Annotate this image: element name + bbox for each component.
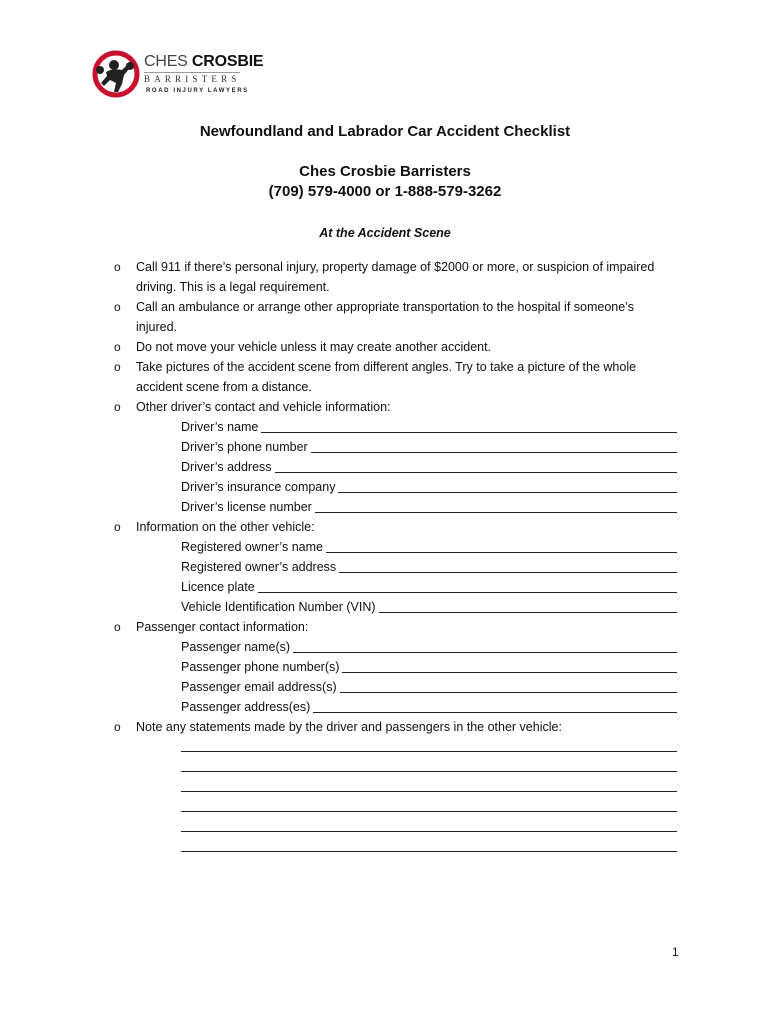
form-field-blank[interactable]: [311, 452, 677, 453]
form-field-label: Passenger address(es): [181, 700, 311, 714]
ches-crosbie-logo: [92, 50, 264, 100]
form-field-blank[interactable]: [379, 612, 677, 613]
form-field[interactable]: [181, 697, 677, 717]
form-field-label: Passenger email address(s): [181, 680, 337, 694]
form-field-label: Driver’s license number: [181, 500, 312, 514]
logo-subtitle: BARRISTERS: [144, 74, 241, 84]
form-field[interactable]: [181, 497, 677, 517]
logo-tagline: ROAD INJURY LAWYERS: [146, 88, 249, 94]
checklist-bullet: o: [114, 620, 121, 634]
document-title: Newfoundland and Labrador Car Accident Checklist: [199, 123, 571, 140]
checklist-bullet: o: [114, 520, 121, 534]
checklist-item-text: Call an ambulance or arrange other appropriate transportation to the hospital if someone’s injured.: [136, 300, 634, 334]
form-field-blank[interactable]: [326, 552, 677, 553]
boxer-emblem-icon: [92, 50, 140, 98]
form-field-blank[interactable]: [342, 672, 677, 673]
form-field-blank[interactable]: [338, 492, 677, 493]
form-field[interactable]: [181, 677, 677, 697]
statement-line[interactable]: [181, 791, 677, 792]
form-field-blank[interactable]: [258, 592, 677, 593]
checklist-bullet: o: [114, 360, 121, 374]
statement-line[interactable]: [181, 751, 677, 752]
statement-line[interactable]: [181, 771, 677, 772]
form-field-label: Registered owner’s address: [181, 560, 337, 574]
checklist-item-text: Information on the other vehicle:: [136, 520, 315, 534]
form-field-blank[interactable]: [293, 652, 677, 653]
form-field[interactable]: [181, 437, 677, 457]
page-number: 1: [672, 945, 679, 959]
form-field-label: Driver’s insurance company: [181, 480, 336, 494]
form-field-label: Driver’s name: [181, 420, 259, 434]
form-field-label: Driver’s phone number: [181, 440, 308, 454]
checklist-bullet: o: [114, 340, 121, 354]
form-field-blank[interactable]: [339, 572, 677, 573]
statement-line[interactable]: [181, 831, 677, 832]
form-field-blank[interactable]: [275, 472, 677, 473]
checklist-item-text: Call 911 if there’s personal injury, property damage of $2000 or more, or suspicion of impaired driving. This is a legal requirement.: [136, 260, 655, 294]
firm-phones: (709) 579-4000 or 1-888-579-3262: [268, 183, 502, 200]
firm-name: Ches Crosbie Barristers: [299, 163, 471, 180]
logo-firm-name: CHES CROSBIE: [144, 53, 264, 70]
checklist-bullet: o: [114, 300, 121, 314]
statement-line[interactable]: [181, 851, 677, 852]
checklist-item-text: Other driver’s contact and vehicle information:: [136, 400, 391, 414]
form-field-label: Driver’s address: [181, 460, 272, 474]
form-field[interactable]: [181, 477, 677, 497]
form-field-label: Licence plate: [181, 580, 255, 594]
form-field-label: Registered owner’s name: [181, 540, 323, 554]
form-field[interactable]: [181, 577, 677, 597]
checklist-bullet: o: [114, 260, 121, 274]
checklist-bullet: o: [114, 720, 121, 734]
form-field-blank[interactable]: [261, 432, 677, 433]
checklist-item-text: Do not move your vehicle unless it may create another accident.: [136, 340, 492, 354]
checklist-bullet: o: [114, 400, 121, 414]
statement-line[interactable]: [181, 811, 677, 812]
form-field[interactable]: [181, 557, 677, 577]
form-field-blank[interactable]: [313, 712, 677, 713]
checklist-item-text: Take pictures of the accident scene from different angles. Try to take a picture of the whole accident scene from a distance.: [136, 360, 637, 394]
form-field-label: Passenger name(s): [181, 640, 291, 654]
section-heading: At the Accident Scene: [319, 226, 451, 240]
form-field-label: Passenger phone number(s): [181, 660, 340, 674]
form-field-blank[interactable]: [315, 512, 677, 513]
form-field-blank[interactable]: [340, 692, 677, 693]
form-field[interactable]: [181, 417, 677, 437]
logo-divider: [144, 72, 240, 73]
form-field[interactable]: [181, 637, 677, 657]
checklist-item-text: Passenger contact information:: [136, 620, 309, 634]
form-field-label: Vehicle Identification Number (VIN): [181, 600, 376, 614]
form-field[interactable]: [181, 457, 677, 477]
form-field[interactable]: [181, 657, 677, 677]
checklist-item-text: Note any statements made by the driver and passengers in the other vehicle:: [136, 720, 562, 734]
form-field[interactable]: [181, 537, 677, 557]
form-field[interactable]: [181, 597, 677, 617]
